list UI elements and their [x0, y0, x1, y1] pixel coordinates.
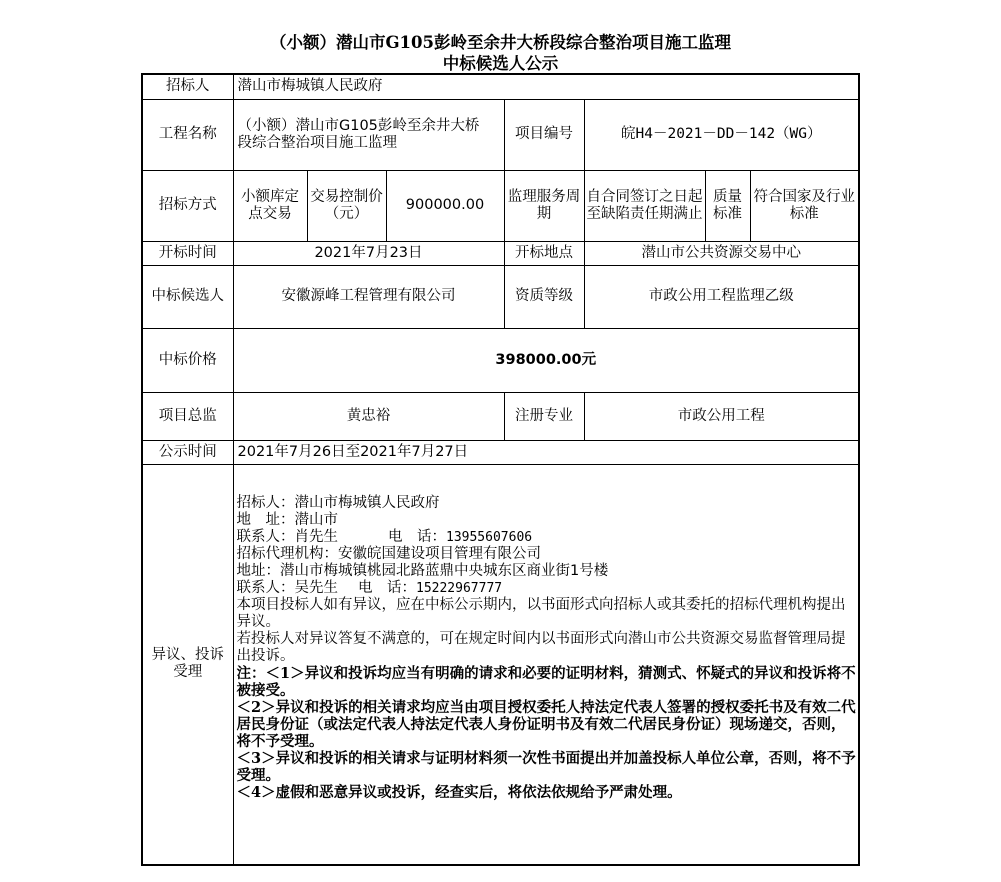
- notice-agency-address: 地址：潜山市梅城镇桃园北路蓝鼎中央城东区商业街1号楼: [236, 562, 609, 579]
- tenderer-value: 潜山市梅城镇人民政府: [233, 74, 859, 99]
- director-label: 项目总监: [142, 392, 233, 440]
- project-no-value: 皖H4－2021－DD－142（WG）: [584, 99, 859, 170]
- director-value: 黄忠裕: [233, 392, 504, 440]
- publicity-label: 公示时间: [142, 440, 233, 464]
- contact1-name: 联系人：肖先生: [236, 528, 338, 545]
- open-time-label: 开标时间: [142, 241, 233, 265]
- open-time-value: 2021年7月23日: [233, 241, 504, 265]
- row-candidate: [142, 265, 859, 328]
- notice-contact1: [237, 529, 857, 546]
- contact2-name: 联系人：吴先生: [236, 579, 338, 596]
- contact2-tel-label: 电 话：: [358, 579, 416, 596]
- row-bid-method: [142, 170, 859, 241]
- publicity-value: 2021年7月26日至2021年7月27日: [233, 440, 859, 464]
- price-value: 398000.00元: [233, 328, 859, 392]
- objection-label: 异议、投诉受理: [142, 464, 233, 865]
- open-place-label: 开标地点: [504, 241, 584, 265]
- notice-note1: 注：＜1＞异议和投诉均应当有明确的请求和必要的证明材料，猜测式、怀疑式的异议和投诉将不被接受。: [236, 664, 856, 699]
- major-value: 市政公用工程: [584, 392, 859, 440]
- control-price-value: 900000.00: [386, 170, 504, 241]
- notice-para1: 本项目投标人如有异议，应在中标公示期内，以书面形式向招标人或其委托的招标代理机构提出异议。: [236, 596, 846, 630]
- row-tenderer: [142, 74, 859, 99]
- service-period-value: 自合同签订之日起至缺陷责任期满止: [584, 170, 705, 241]
- service-period-label: 监理服务周期: [504, 170, 584, 241]
- notice-agency: 招标代理机构：安徽皖国建设项目管理有限公司: [236, 545, 541, 562]
- notice-tenderer: 招标人：潜山市梅城镇人民政府: [236, 494, 440, 511]
- qualification-label: 资质等级: [504, 265, 584, 328]
- project-name-value: （小额）潜山市G105彭岭至余井大桥段综合整治项目施工监理: [233, 99, 504, 170]
- contact1-tel-label: 电 话：: [388, 528, 446, 545]
- notice-contact2: [237, 580, 857, 597]
- candidate-value: 安徽源峰工程管理有限公司: [233, 265, 504, 328]
- objection-notice: [233, 464, 859, 865]
- notice-address: 地 址：潜山市: [236, 511, 338, 528]
- candidate-label: 中标候选人: [142, 265, 233, 328]
- row-open-time: [142, 241, 859, 265]
- notice-note2: ＜2＞异议和投诉的相关请求均应当由项目授权委托人持法定代表人签署的授权委托书及有效二代居民身份证（或法定代表人持法定代表人身份证明书及有效二代居民身份证）现场递交，否则，将不予受理。: [236, 698, 856, 750]
- row-price: [142, 328, 859, 392]
- quality-value: 符合国家及行业标准: [750, 170, 859, 241]
- row-director: [142, 392, 859, 440]
- row-project-name: [142, 99, 859, 170]
- qualification-value: 市政公用工程监理乙级: [584, 265, 859, 328]
- row-publicity: [142, 440, 859, 464]
- row-objection: [142, 464, 859, 865]
- notice-note4: ＜4＞虚假和恶意异议或投诉，经查实后，将依法依规给予严肃处理。: [236, 783, 682, 801]
- bid-method-label: 招标方式: [142, 170, 233, 241]
- project-name-label: 工程名称: [142, 99, 233, 170]
- tenderer-label: 招标人: [142, 74, 233, 99]
- notice-note3: ＜3＞异议和投诉的相关请求与证明材料须一次性书面提出并加盖投标人单位公章，否则，将不予受理。: [236, 749, 856, 784]
- quality-label: 质量标准: [705, 170, 750, 241]
- document-subtitle: 中标候选人公示: [442, 54, 559, 73]
- open-place-value: 潜山市公共资源交易中心: [584, 241, 859, 265]
- major-label: 注册专业: [504, 392, 584, 440]
- price-label: 中标价格: [142, 328, 233, 392]
- bid-method-value: 小额库定点交易: [233, 170, 307, 241]
- document-title: （小额）潜山市G105彭岭至余井大桥段综合整治项目施工监理: [269, 33, 732, 52]
- contact2-tel: 15222967777: [416, 580, 503, 596]
- bid-candidate-table: [141, 73, 860, 866]
- contact1-tel: 13955607606: [446, 529, 533, 545]
- project-no-label: 项目编号: [504, 99, 584, 170]
- control-price-label: 交易控制价（元）: [307, 170, 386, 241]
- notice-para2: 若投标人对异议答复不满意的，可在规定时间内以书面形式向潜山市公共资源交易监督管理局提出投诉。: [236, 630, 846, 664]
